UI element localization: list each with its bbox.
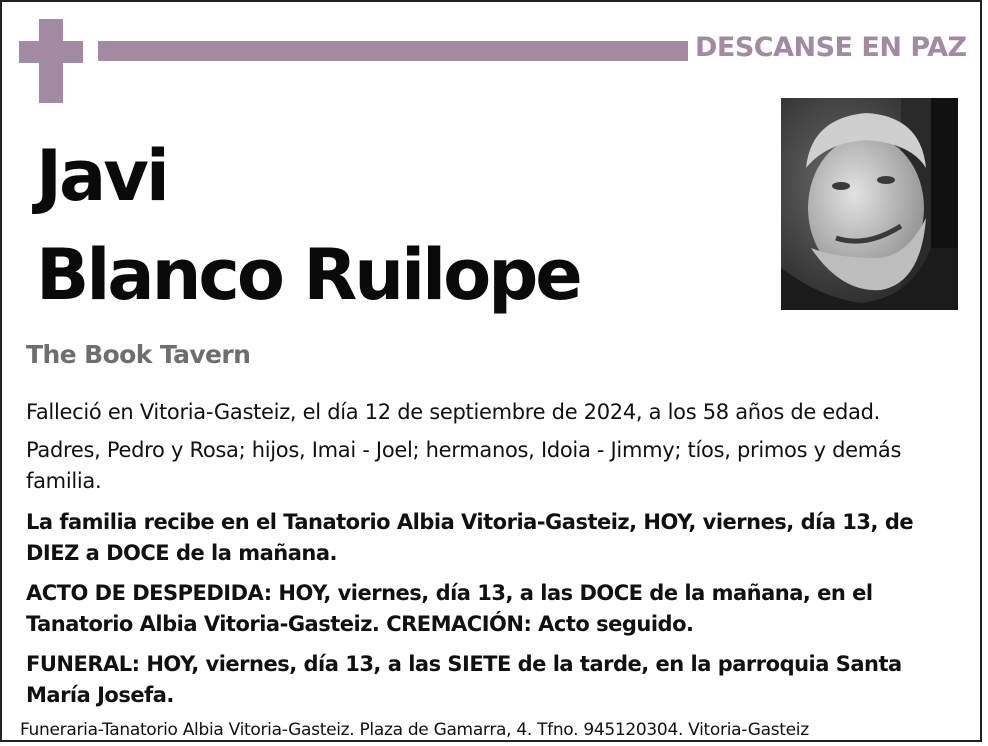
funeral-info: FUNERAL: HOY, viernes, día 13, a las SIETE de la tarde, en la parroquia Santa María Josefa.: [26, 652, 902, 707]
first-name: Javi: [36, 135, 167, 217]
farewell-info: ACTO DE DESPEDIDA: HOY, viernes, día 13, a las DOCE de la mañana, en el Tanatorio Albia Vitoria-Gasteiz. CREMACIÓN: Acto seguido.: [26, 581, 873, 636]
family-list: Padres, Pedro y Rosa; hijos, Imai - Joel; hermanos, Idoia - Jimmy; tíos, primos y demás familia.: [26, 438, 902, 493]
death-notice: Falleció en Vitoria-Gasteiz, el día 12 de septiembre de 2024, a los 58 años de edad.: [26, 400, 881, 424]
portrait-photo: [781, 98, 958, 310]
last-name: Blanco Ruilope: [36, 234, 580, 316]
affiliation: The Book Tavern: [26, 340, 251, 369]
visitation-info: La familia recibe en el Tanatorio Albia Vitoria-Gasteiz, HOY, viernes, día 13, de DIEZ a DOCE de la mañana.: [26, 510, 914, 565]
header-bar: [98, 41, 688, 61]
header-label: DESCANSE EN PAZ: [695, 32, 967, 63]
funeral-home-footer: Funeraria-Tanatorio Albia Vitoria-Gasteiz. Plaza de Gamarra, 4. Tfno. 945120304. Vitoria-Gasteiz: [20, 720, 809, 740]
